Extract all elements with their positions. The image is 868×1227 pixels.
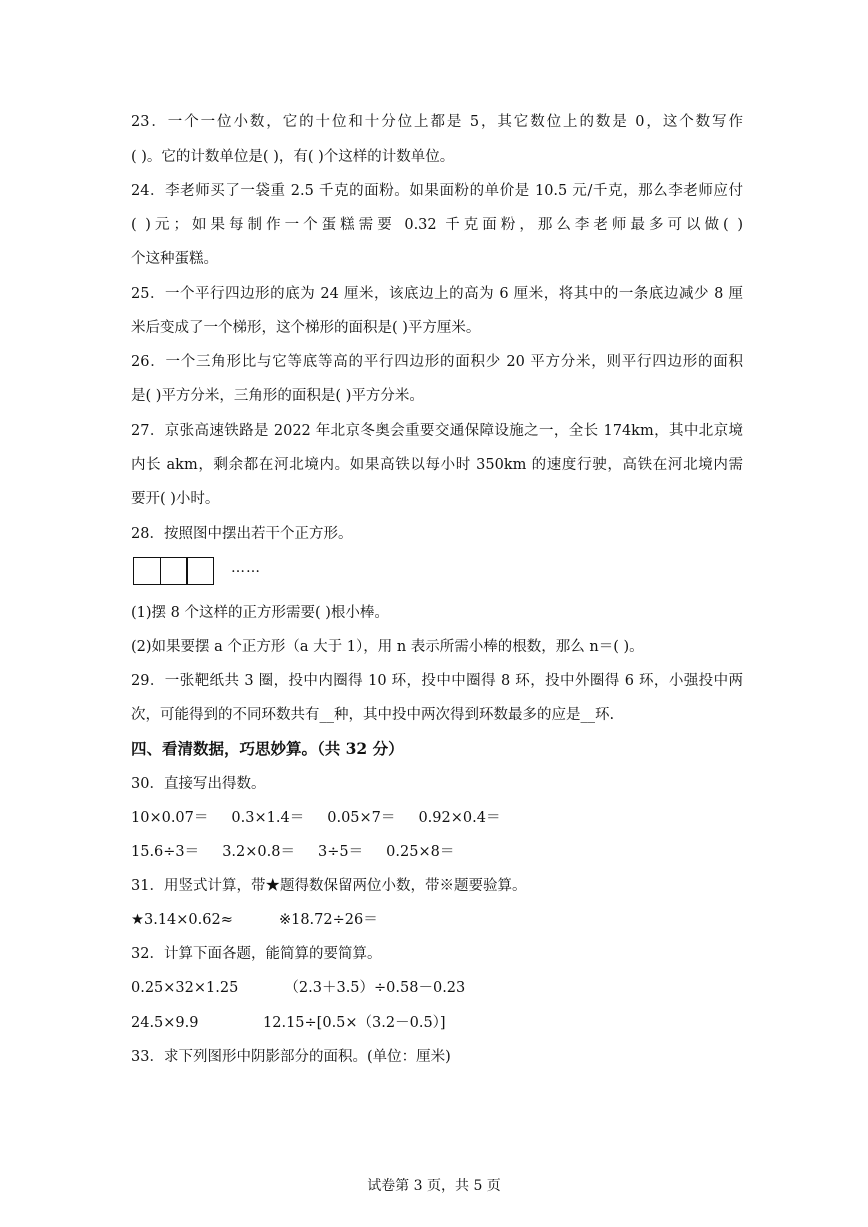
q29-line1: 29．一张靶纸共 3 圈，投中内圈得 10 环，投中中圈得 8 环，投中外圈得 6 环，小强投中两 <box>131 673 743 689</box>
square-3 <box>186 557 214 585</box>
square-figure <box>133 557 213 585</box>
q30-row2: 15.6÷3＝ 3.2×0.8＝ 3÷5＝ 0.25×8＝ <box>131 844 455 860</box>
q30-prompt: 30．直接写出得数。 <box>131 776 266 792</box>
q28-part2: (2)如果要摆 a 个正方形（a 大于 1），用 n 表示所需小棒的根数，那么 n＝( )。 <box>131 639 644 655</box>
q24-line3: 个这种蛋糕。 <box>131 251 218 267</box>
q23-line2: ( )。它的计数单位是( )，有( )个这样的计数单位。 <box>131 149 455 165</box>
q32-row1: 0.25×32×1.25 （2.3＋3.5）÷0.58－0.23 <box>131 980 466 996</box>
q26-line2: 是( )平方分米，三角形的面积是( )平方分米。 <box>131 388 424 404</box>
page-footer: 试卷第 3 页，共 5 页 <box>367 1178 501 1194</box>
q31-problems: ★3.14×0.62≈ ※18.72÷26＝ <box>131 912 378 928</box>
q32-row2: 24.5×9.9 12.15÷[0.5×（3.2－0.5）] <box>131 1015 446 1031</box>
q29-line2: 次，可能得到的不同环数共有__种，其中投中两次得到环数最多的应是__环. <box>131 707 615 723</box>
q30-row1: 10×0.07＝ 0.3×1.4＝ 0.05×7＝ 0.92×0.4＝ <box>131 810 501 826</box>
square-2 <box>160 557 188 585</box>
q28-part1: (1)摆 8 个这样的正方形需要( )根小棒。 <box>131 605 389 621</box>
q27-line1: 27．京张高速铁路是 2022 年北京冬奥会重要交通保障设施之一，全长 174km，其中北京境 <box>131 423 743 439</box>
square-1 <box>133 557 161 585</box>
section-four-heading: 四、看清数据，巧思妙算。（共 32 分） <box>131 739 404 758</box>
ellipsis-dots: …… <box>231 560 261 576</box>
q23-line1: 23．一个一位小数，它的十位和十分位上都是 5，其它数位上的数是 0，这个数写作 <box>131 114 743 130</box>
q32-prompt: 32．计算下面各题，能简算的要简算。 <box>131 946 382 962</box>
q26-line1: 26．一个三角形比与它等底等高的平行四边形的面积少 20 平方分米，则平行四边形的面积 <box>131 354 743 370</box>
q27-line3: 要开( )小时。 <box>131 491 220 507</box>
q27-line2: 内长 akm，剩余都在河北境内。如果高铁以每小时 350km 的速度行驶，高铁在河北境内需 <box>131 457 743 473</box>
q24-line1: 24．李老师买了一袋重 2.5 千克的面粉。如果面粉的单价是 10.5 元/千克，那么李老师应付 <box>131 183 743 199</box>
q25-line2: 米后变成了一个梯形，这个梯形的面积是( )平方厘米。 <box>131 320 481 336</box>
q31-prompt: 31．用竖式计算，带★题得数保留两位小数，带※题要验算。 <box>131 878 527 894</box>
q28-prompt: 28．按照图中摆出若干个正方形。 <box>131 526 353 542</box>
q33-prompt: 33．求下列图形中阴影部分的面积。(单位：厘米) <box>131 1049 451 1065</box>
q25-line1: 25．一个平行四边形的底为 24 厘米，该底边上的高为 6 厘米，将其中的一条底边减少 8 厘 <box>131 286 743 302</box>
q24-line2: ( )元；如果每制作一个蛋糕需要 0.32 千克面粉，那么李老师最多可以做( ) <box>131 217 743 233</box>
